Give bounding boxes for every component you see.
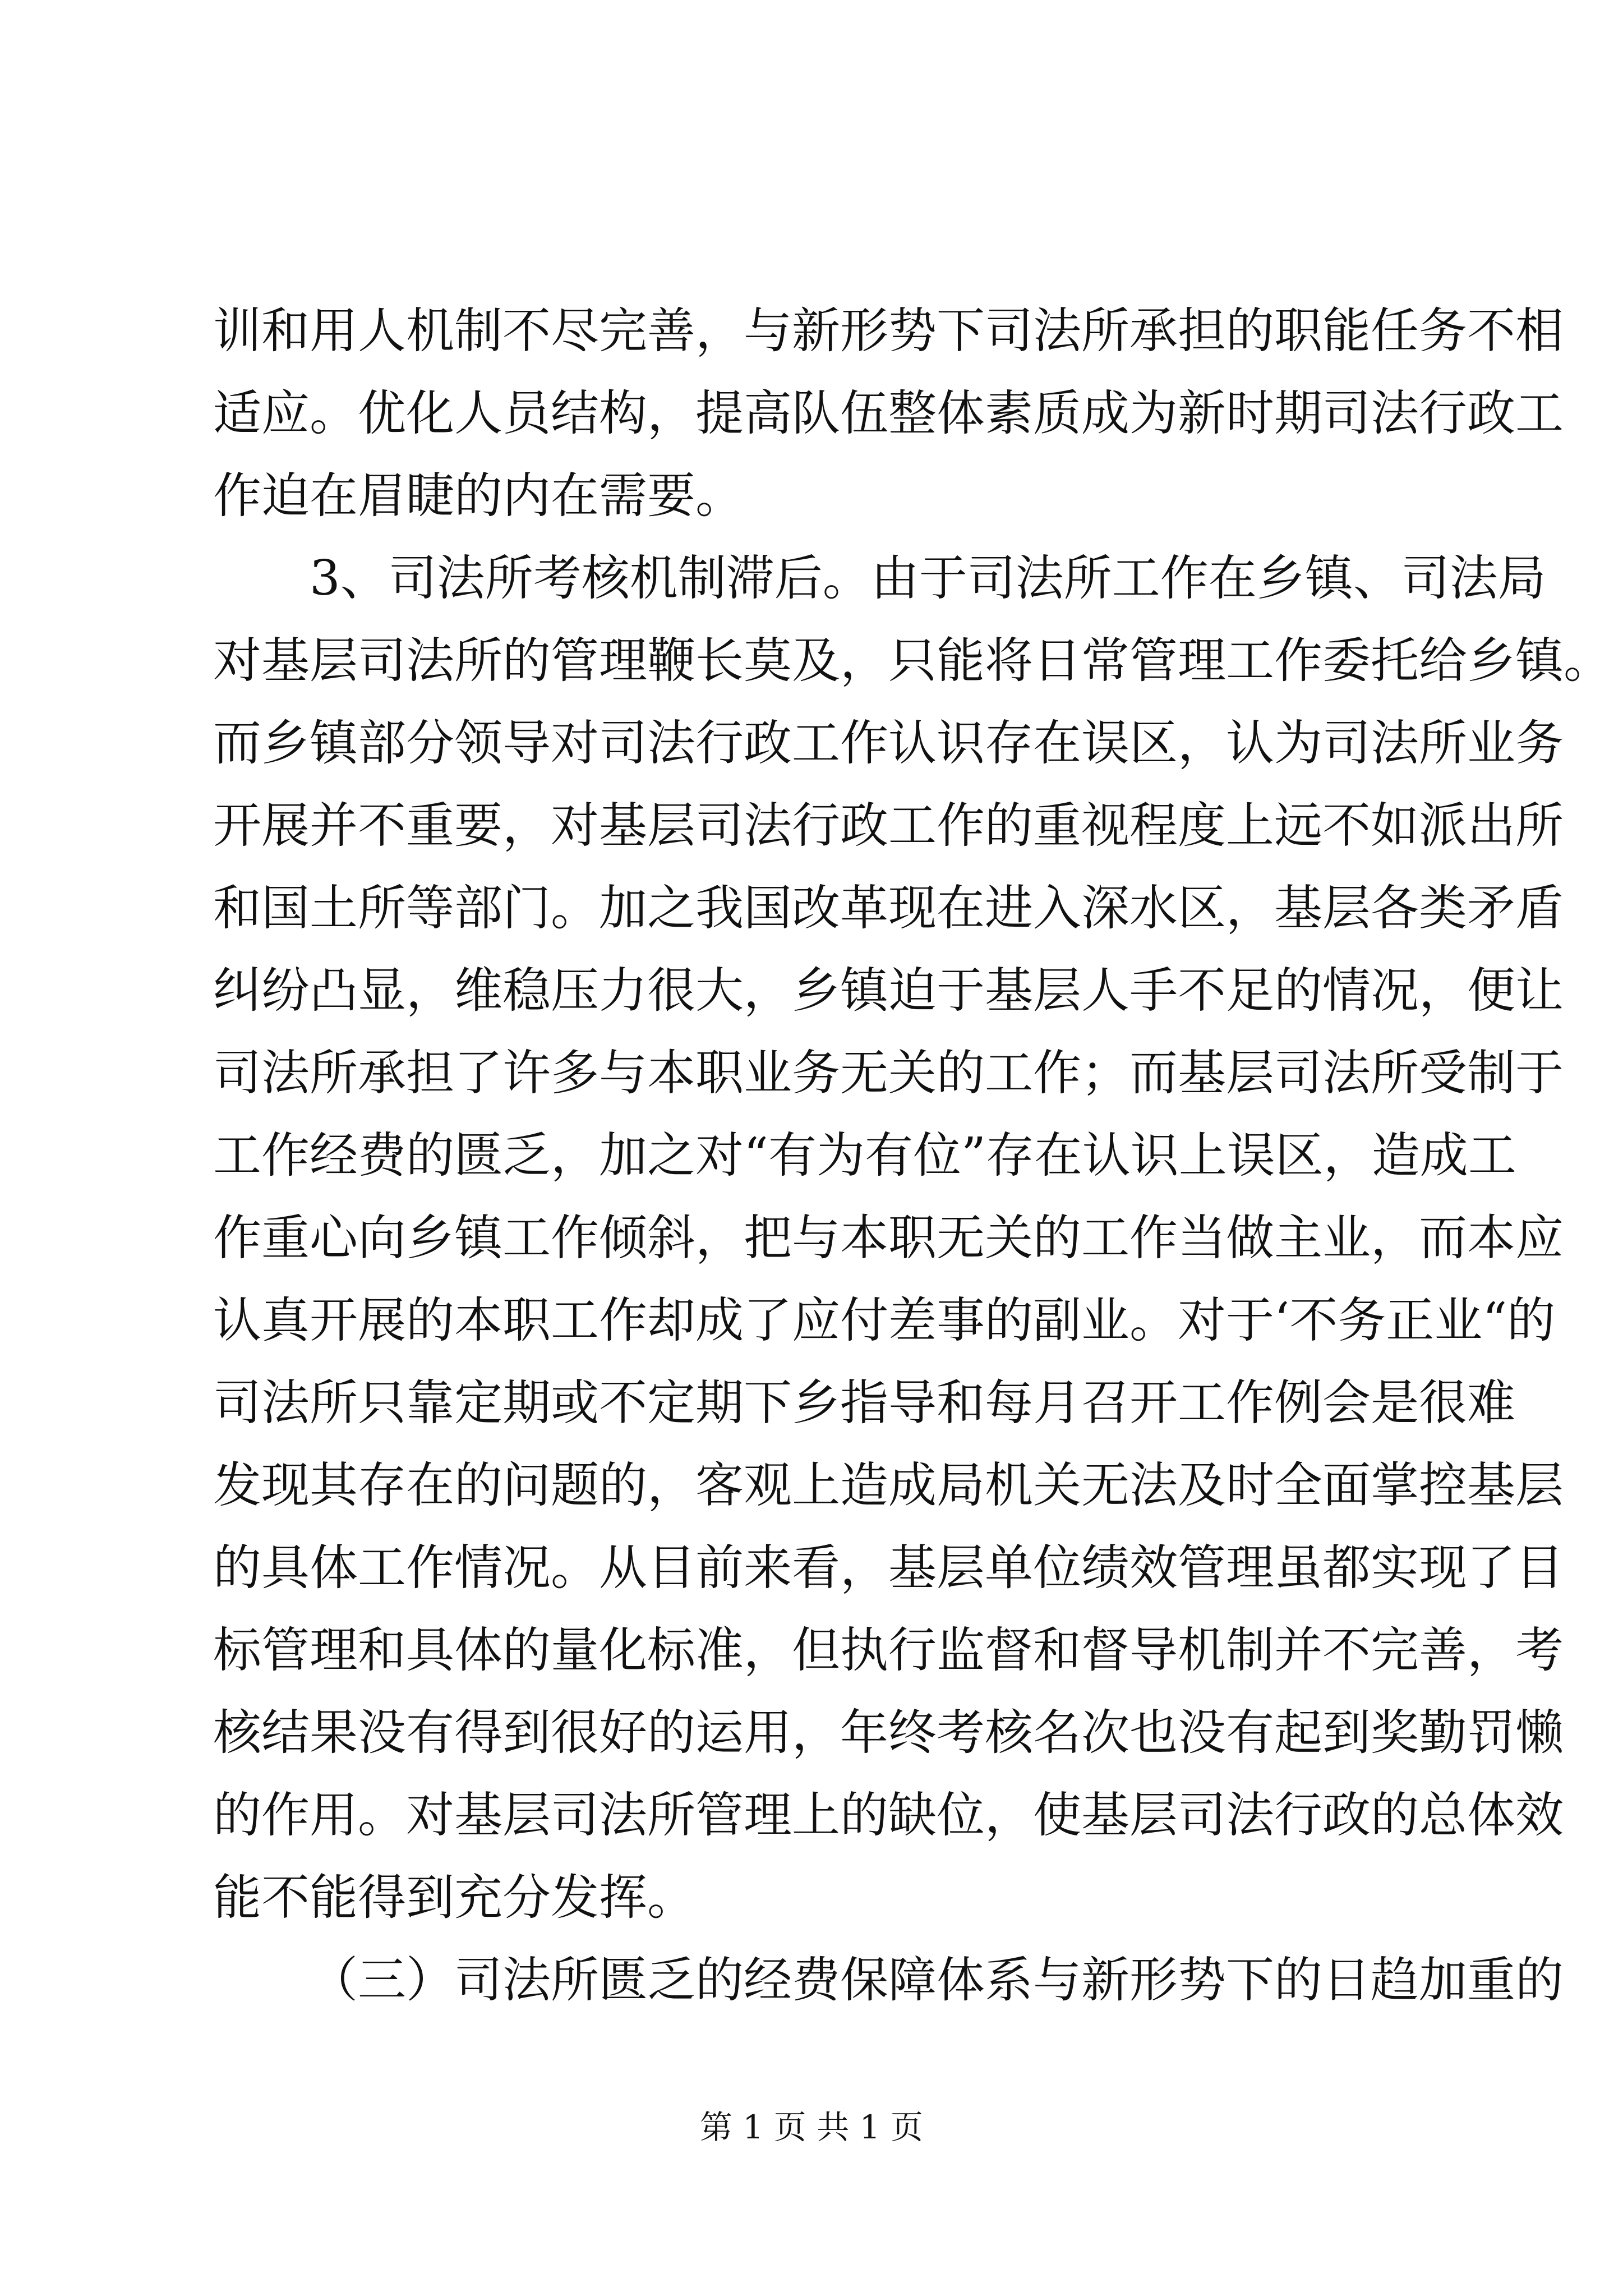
text-line: 发现其存在的问题的，客观上造成局机关无法及时全面掌控基层 (213, 1457, 1564, 1513)
text-line: 训和用人机制不尽完善，与新形势下司法所承担的职能任务不相 (213, 303, 1564, 359)
text-line: （三）司法所匮乏的经费保障体系与新形势下的日趋加重的 (310, 1952, 1564, 2008)
text-line: 司法所承担了许多与本职业务无关的工作；而基层司法所受制于 (213, 1045, 1564, 1101)
text-line: 标管理和具体的量化标准，但执行监督和督导机制并不完善，考 (213, 1622, 1564, 1678)
text-line: 作重心向乡镇工作倾斜，把与本职无关的工作当做主业，而本应 (213, 1210, 1564, 1266)
page-number-footer: 第 1 页 共 1 页 (700, 2108, 923, 2146)
text-line: 能不能得到充分发挥。 (213, 1870, 695, 1926)
text-line: 和国土所等部门。加之我国改革现在进入深水区，基层各类矛盾 (213, 880, 1564, 936)
text-line: 核结果没有得到很好的运用，年终考核名次也没有起到奖勤罚懒 (213, 1705, 1564, 1761)
text-line: 3、司法所考核机制滞后。由于司法所工作在乡镇、司法局 (310, 550, 1546, 606)
text-line: 作迫在眉睫的内在需要。 (213, 468, 744, 524)
text-line: 适应。优化人员结构，提高队伍整体素质成为新时期司法行政工 (213, 385, 1564, 441)
text-line: 对基层司法所的管理鞭长莫及，只能将日常管理工作委托给乡镇。 (213, 633, 1612, 689)
text-line: 而乡镇部分领导对司法行政工作认识存在误区，认为司法所业务 (213, 715, 1564, 771)
text-line: 的具体工作情况。从目前来看，基层单位绩效管理虽都实现了目 (213, 1540, 1564, 1596)
text-line: 纠纷凸显，维稳压力很大，乡镇迫于基层人手不足的情况，便让 (213, 963, 1564, 1019)
text-line: 的作用。对基层司法所管理上的缺位，使基层司法行政的总体效 (213, 1787, 1564, 1843)
text-line: 开展并不重要，对基层司法行政工作的重视程度上远不如派出所 (213, 798, 1564, 854)
text-line: 司法所只靠定期或不定期下乡指导和每月召开工作例会是很难 (213, 1375, 1515, 1431)
text-line: 工作经费的匮乏，加之对“有为有位”存在认识上误区，造成工 (213, 1128, 1516, 1184)
text-line: 认真开展的本职工作却成了应付差事的副业。对于‘不务正业“的 (213, 1292, 1556, 1349)
